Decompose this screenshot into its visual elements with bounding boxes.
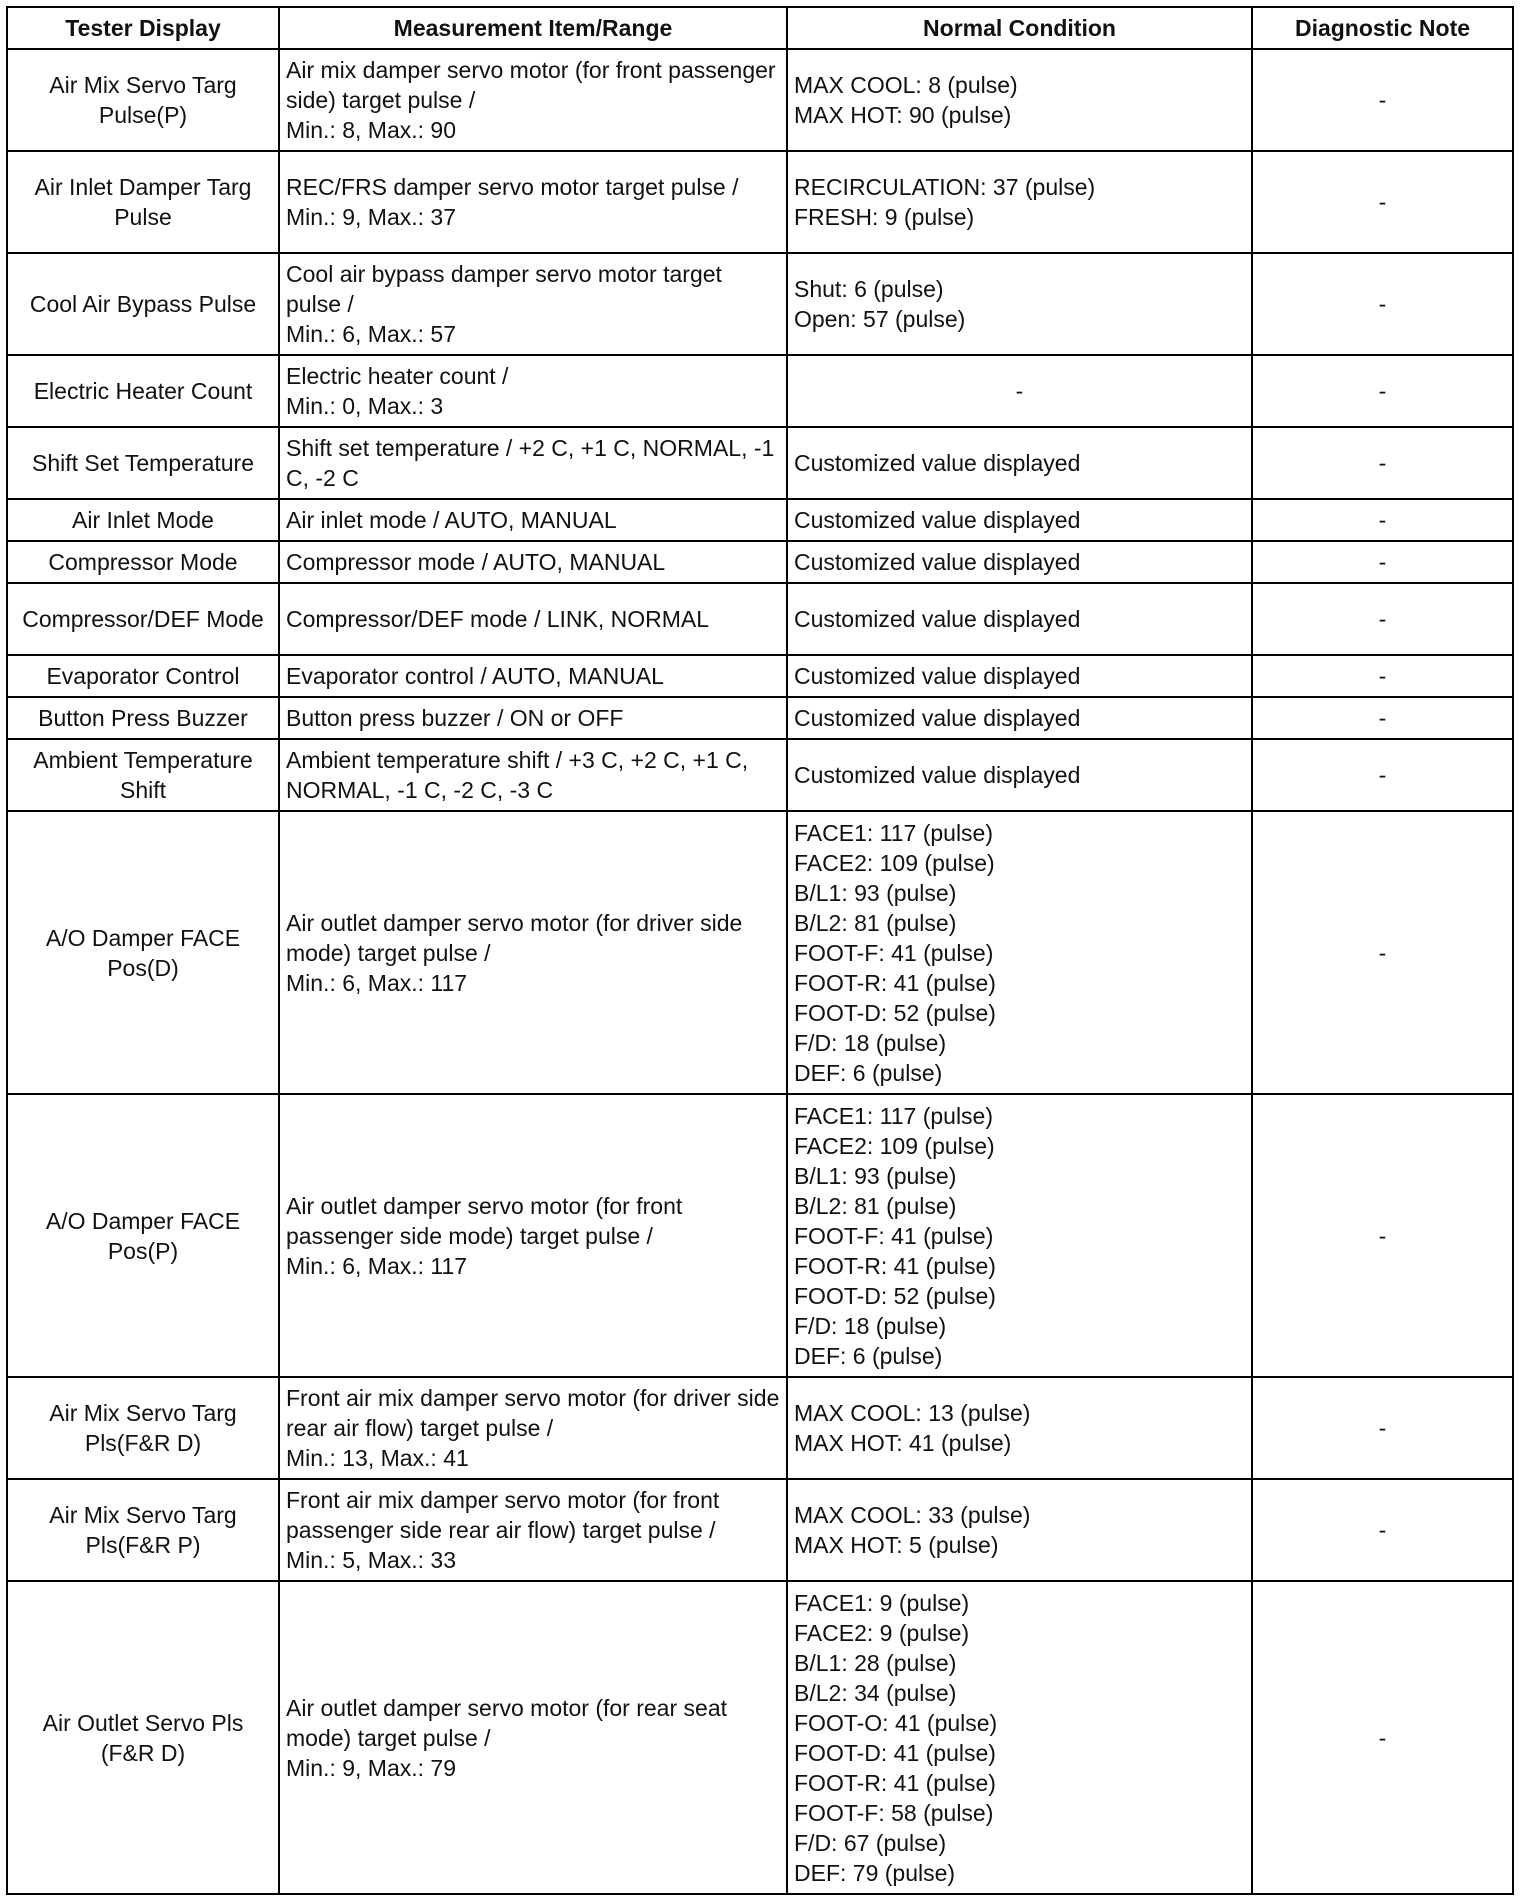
measurement-range-cell: Air inlet mode / AUTO, MANUAL [279, 499, 787, 541]
normal-condition-cell: Customized value displayed [787, 499, 1252, 541]
normal-condition-cell: Customized value displayed [787, 697, 1252, 739]
measurement-range-cell: Compressor/DEF mode / LINK, NORMAL [279, 583, 787, 655]
measurement-range-cell: Air outlet damper servo motor (for front passenger side mode) target pulse / Min.: 6, Max.: 117 [279, 1094, 787, 1377]
diagnostic-note-cell: - [1252, 355, 1513, 427]
tester-display-cell: Button Press Buzzer [7, 697, 279, 739]
measurement-range-cell: Air outlet damper servo motor (for rear seat mode) target pulse / Min.: 9, Max.: 79 [279, 1581, 787, 1894]
table-row [7, 499, 1513, 541]
data-monitor-table [6, 6, 1514, 1895]
tester-display-cell: Ambient Temperature Shift [7, 739, 279, 811]
header-row [7, 7, 1513, 49]
table-row [7, 151, 1513, 253]
diagnostic-note-cell: - [1252, 1581, 1513, 1894]
tester-display-cell: Air Outlet Servo Pls (F&R D) [7, 1581, 279, 1894]
table-row [7, 583, 1513, 655]
tester-display-cell: Air Mix Servo Targ Pulse(P) [7, 49, 279, 151]
diagnostic-note-cell: - [1252, 49, 1513, 151]
tester-display-cell: Electric Heater Count [7, 355, 279, 427]
table-row [7, 739, 1513, 811]
diagnostic-note-cell: - [1252, 151, 1513, 253]
normal-condition-cell: Shut: 6 (pulse) Open: 57 (pulse) [787, 253, 1252, 355]
diagnostic-note-cell: - [1252, 541, 1513, 583]
measurement-range-cell: Ambient temperature shift / +3 C, +2 C, +1 C, NORMAL, -1 C, -2 C, -3 C [279, 739, 787, 811]
normal-condition-cell: Customized value displayed [787, 583, 1252, 655]
measurement-range-cell: Air mix damper servo motor (for front passenger side) target pulse / Min.: 8, Max.: 90 [279, 49, 787, 151]
measurement-range-cell: Air outlet damper servo motor (for driver side mode) target pulse / Min.: 6, Max.: 117 [279, 811, 787, 1094]
normal-condition-cell: Customized value displayed [787, 739, 1252, 811]
diagnostic-note-cell: - [1252, 697, 1513, 739]
diagnostic-note-cell: - [1252, 1377, 1513, 1479]
table-row [7, 1094, 1513, 1377]
normal-condition-cell: FACE1: 9 (pulse) FACE2: 9 (pulse) B/L1: 28 (pulse) B/L2: 34 (pulse) FOOT-O: 41 (pulse) FOOT-D: 41 (pulse) FOOT-R: 41 (pulse) FOOT-F: 58 (pulse) F/D: 67 (pulse) DEF: 79 (pulse) [787, 1581, 1252, 1894]
data-monitor-sheet [6, 6, 1514, 1895]
tester-display-cell: Evaporator Control [7, 655, 279, 697]
header-diagnostic-note: Diagnostic Note [1252, 7, 1513, 49]
diagnostic-note-cell: - [1252, 655, 1513, 697]
measurement-range-cell: Compressor mode / AUTO, MANUAL [279, 541, 787, 583]
diagnostic-note-cell: - [1252, 583, 1513, 655]
normal-condition-cell: MAX COOL: 8 (pulse) MAX HOT: 90 (pulse) [787, 49, 1252, 151]
tester-display-cell: A/O Damper FACE Pos(D) [7, 811, 279, 1094]
tester-display-cell: Cool Air Bypass Pulse [7, 253, 279, 355]
header-measurement-item: Measurement Item/Range [279, 7, 787, 49]
table-row [7, 655, 1513, 697]
table-row [7, 1581, 1513, 1894]
measurement-range-cell: Shift set temperature / +2 C, +1 C, NORMAL, -1 C, -2 C [279, 427, 787, 499]
normal-condition-cell: FACE1: 117 (pulse) FACE2: 109 (pulse) B/L1: 93 (pulse) B/L2: 81 (pulse) FOOT-F: 41 (pulse) FOOT-R: 41 (pulse) FOOT-D: 52 (pulse) F/D: 18 (pulse) DEF: 6 (pulse) [787, 1094, 1252, 1377]
table-row [7, 355, 1513, 427]
tester-display-cell: A/O Damper FACE Pos(P) [7, 1094, 279, 1377]
measurement-range-cell: Evaporator control / AUTO, MANUAL [279, 655, 787, 697]
table-row [7, 49, 1513, 151]
table-row [7, 811, 1513, 1094]
tester-display-cell: Air Inlet Mode [7, 499, 279, 541]
diagnostic-note-cell: - [1252, 253, 1513, 355]
table-row [7, 1479, 1513, 1581]
measurement-range-cell: Electric heater count / Min.: 0, Max.: 3 [279, 355, 787, 427]
normal-condition-cell: FACE1: 117 (pulse) FACE2: 109 (pulse) B/L1: 93 (pulse) B/L2: 81 (pulse) FOOT-F: 41 (pulse) FOOT-R: 41 (pulse) FOOT-D: 52 (pulse) F/D: 18 (pulse) DEF: 6 (pulse) [787, 811, 1252, 1094]
normal-condition-cell: RECIRCULATION: 37 (pulse) FRESH: 9 (pulse) [787, 151, 1252, 253]
table-row [7, 427, 1513, 499]
normal-condition-cell: Customized value displayed [787, 541, 1252, 583]
tester-display-cell: Air Mix Servo Targ Pls(F&R P) [7, 1479, 279, 1581]
table-row [7, 1377, 1513, 1479]
diagnostic-note-cell: - [1252, 499, 1513, 541]
tester-display-cell: Compressor/DEF Mode [7, 583, 279, 655]
measurement-range-cell: Front air mix damper servo motor (for driver side rear air flow) target pulse / Min.: 13, Max.: 41 [279, 1377, 787, 1479]
diagnostic-note-cell: - [1252, 811, 1513, 1094]
diagnostic-note-cell: - [1252, 1479, 1513, 1581]
tester-display-cell: Air Mix Servo Targ Pls(F&R D) [7, 1377, 279, 1479]
header-tester-display: Tester Display [7, 7, 279, 49]
tester-display-cell: Air Inlet Damper Targ Pulse [7, 151, 279, 253]
tester-display-cell: Compressor Mode [7, 541, 279, 583]
normal-condition-cell: MAX COOL: 33 (pulse) MAX HOT: 5 (pulse) [787, 1479, 1252, 1581]
measurement-range-cell: Cool air bypass damper servo motor target pulse / Min.: 6, Max.: 57 [279, 253, 787, 355]
measurement-range-cell: REC/FRS damper servo motor target pulse / Min.: 9, Max.: 37 [279, 151, 787, 253]
measurement-range-cell: Button press buzzer / ON or OFF [279, 697, 787, 739]
normal-condition-cell: Customized value displayed [787, 427, 1252, 499]
measurement-range-cell: Front air mix damper servo motor (for front passenger side rear air flow) target pulse / Min.: 5, Max.: 33 [279, 1479, 787, 1581]
table-row [7, 253, 1513, 355]
table-row [7, 541, 1513, 583]
table-row [7, 697, 1513, 739]
diagnostic-note-cell: - [1252, 739, 1513, 811]
normal-condition-cell: MAX COOL: 13 (pulse) MAX HOT: 41 (pulse) [787, 1377, 1252, 1479]
tester-display-cell: Shift Set Temperature [7, 427, 279, 499]
diagnostic-note-cell: - [1252, 427, 1513, 499]
normal-condition-cell: Customized value displayed [787, 655, 1252, 697]
diagnostic-note-cell: - [1252, 1094, 1513, 1377]
normal-condition-cell: - [787, 355, 1252, 427]
header-normal-condition: Normal Condition [787, 7, 1252, 49]
